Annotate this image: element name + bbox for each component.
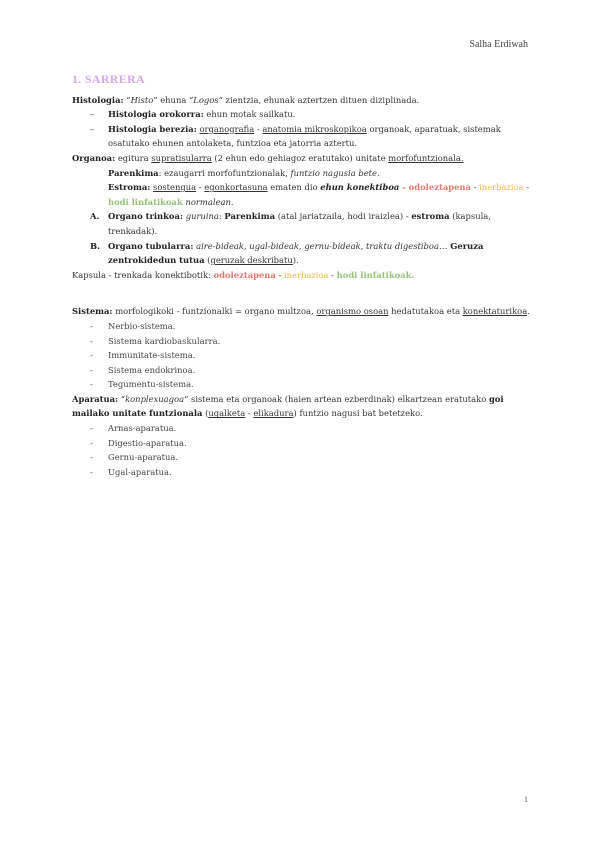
histologia-definition: Histologia: “Histo” ehuna “Logos” zientzia, ehunak aztertzen dituen diziplinada. [72,94,420,105]
organoa-definition: Organoa: egitura supratisularra (2 ehun edo gehiagoz eratutako) unitate morfofuntzionala. [72,152,464,163]
list-item: - Sistema kardiobaskularra. [90,335,221,346]
kapsula-line: Kapsula - trenkada konektibotik: odoleztapena - inerbazioa - hodi linfatikoak. [72,269,415,280]
page-number: 1 [524,795,528,805]
list-item: - Sistema endokrinoa. [90,364,196,375]
parenkima-definition: Parenkima: ezaugarri morfofuntzionalak, funtzio nagusia bete. [108,167,380,178]
list-item: - Nerbio-sistema. [90,320,176,331]
list-item: - Ugal-aparatua. [90,466,172,477]
list-item-berezia: – Histologia berezia: organografia - anatomia mikroskopikoa organoak, aparatuak, sistemak osatutako ehunen antolaketa, funtzioa eta jatorria aztertu. [90,123,501,149]
aparatua-definition: Aparatua: “konplexuagoa” sistema eta organoak (haien artean ezberdinak) elkartzean eratutako goi mailako unitate funtzionala (ugalketa - elikadura) funtzio nagusi bat betetzeko. [72,393,504,419]
section-title: 1. SARRERA [72,72,146,86]
histologia-term: Histologia: [72,94,124,105]
sistema-definition: Sistema: morfologikoki - funtzionalki = organo multzoa, organismo osoan hedatutakoa eta konektaturikoa. [72,306,530,317]
list-item: - Tegumentu-sistema. [90,379,194,390]
list-item-organo-tubularra: B. Organo tubularra: aire-bideak, ugal-bideak, gernu-bideak, traktu digestiboa… Geruza zentrokidedun tutua (geruzak deskribatu). [90,240,484,266]
page-header-author: Salha Erdiwah [469,39,528,50]
list-item: - Arnas-aparatua. [90,423,177,434]
list-item: - Gernu-aparatua. [90,452,179,463]
list-item: - Digestio-aparatua. [90,437,187,448]
list-item: - Immunitate-sistema. [90,350,196,361]
document-body [72,68,540,479]
list-item-orokorra: – Histologia orokorra: ehun motak sailkatu. [90,109,296,120]
spacer [72,282,540,304]
estroma-definition: Estroma: sostengua - egonkortasuna ematen dio ehun konektiboa - odoleztapena - inerbazioa - hodi linfatikoak normalean. [108,182,530,207]
list-item-organo-trinkoa: A. Organo trinkoa: guruina: Parenkima (atal jariatzaila, hodi iraizlea) - estroma (kapsula, trenkadak). [90,211,491,236]
